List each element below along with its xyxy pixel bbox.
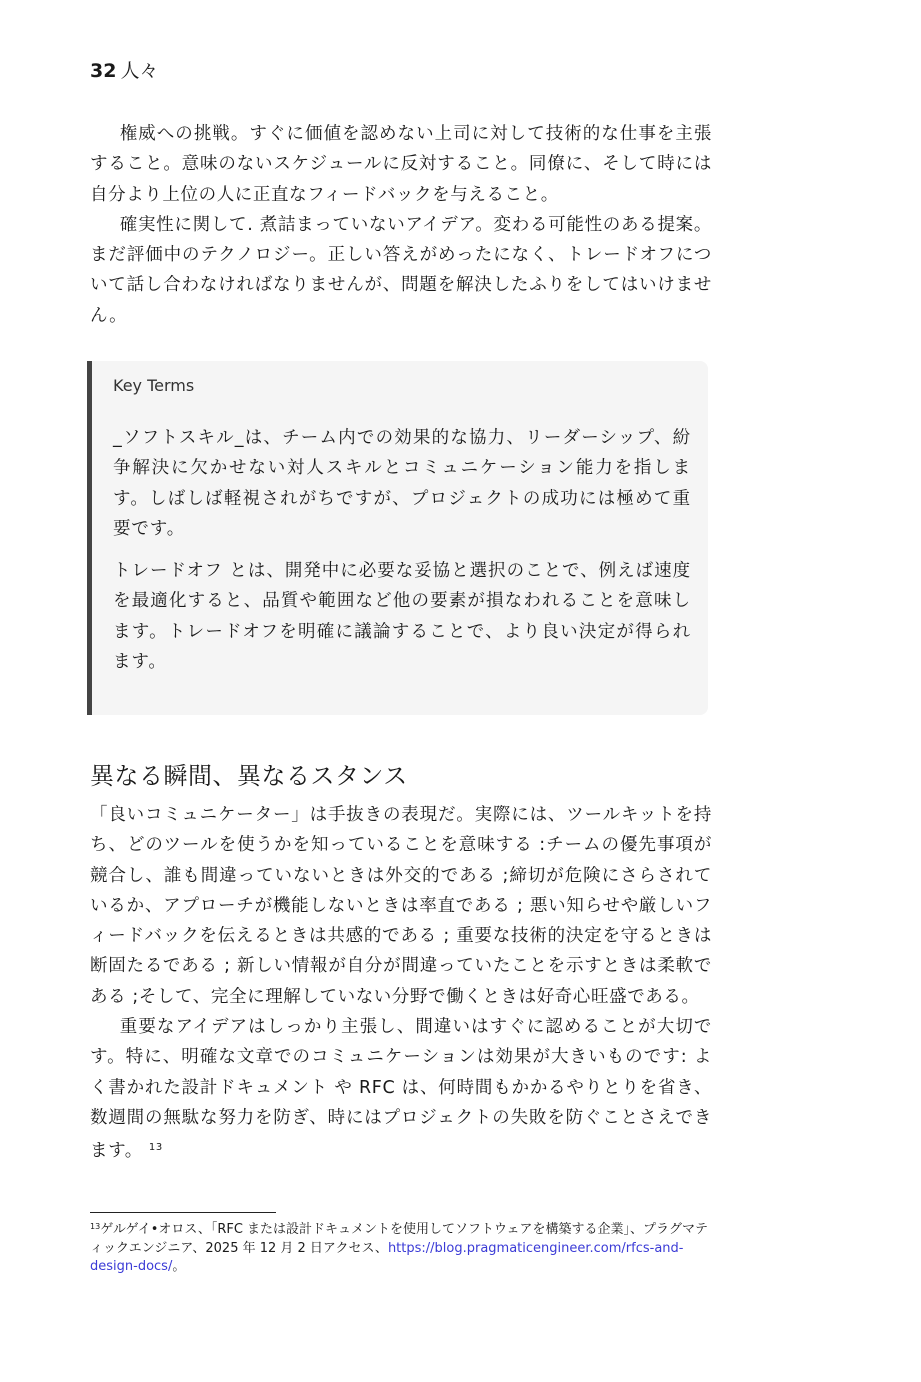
chapter-title: 人々 xyxy=(120,60,159,82)
running-header xyxy=(90,56,158,83)
section-body xyxy=(90,800,712,1167)
paragraph: 権威への挑戦。すぐに価値を認めない上司に対して技術的な仕事を主張すること。意味のないスケジュールに反対すること。同僚に、そして時には自分より上位の人に正直なフィードバックを与えること。 xyxy=(90,124,712,205)
footnote-divider xyxy=(90,1212,276,1213)
footnote-text: ゲルゲイ•オロス、「RFC または設計ドキュメントを使用してソフトウェアを構築する企業」、プラグマティックエンジニア、2025 年 12 月 2 日アクセス、 xyxy=(90,1222,709,1256)
section-heading: 異なる瞬間、異なるスタンス xyxy=(90,762,408,790)
intro-text xyxy=(90,119,712,331)
paragraph xyxy=(90,1012,712,1166)
callout-title: Key Terms xyxy=(113,376,195,395)
footnote-end: 。 xyxy=(172,1259,186,1274)
footnote-link[interactable]: https://blog.pragmaticengineer.com/rfcs-and-design-docs/ xyxy=(90,1240,684,1274)
callout-paragraph: トレードオフ とは、開発中に必要な妥協と選択のことで、例えば速度を最適化すると、品質や範囲など他の要素が損なわれることを意味します。トレードオフを明確に議論することで、より良い決定が得られます。 xyxy=(113,561,691,673)
key-terms-callout xyxy=(87,361,708,715)
page-number: 32 xyxy=(90,60,117,82)
paragraph: 確実性に関して. 煮詰まっていないアイデア。変わる可能性のある提案。まだ評価中のテクノロジー。正しい答えがめったになく、トレードオフについて話し合わなければなりませんが、問題を解決したふりをしてはいけません。 xyxy=(90,214,712,326)
callout-paragraph: _ソフトスキル_は、チーム内での効果的な協力、リーダーシップ、紛争解決に欠かせない対人スキルとコミュニケーション能力を指します。しばしば軽視されがちですが、プロジェクトの成功には極めて重要です。 xyxy=(113,428,691,539)
footnote-ref[interactable]: 13 xyxy=(148,1142,163,1154)
paragraph: 「良いコミュニケーター」は手抜きの表現だ。実際には、ツールキットを持ち、どのツールを使うかを知っていることを意味する :チームの優先事項が競合し、誰も間違っていないときは外交的である ;締切が危険にさらされているか、アプローチが機能しないときは率直である ; 悪い知らせや厳しいフィードバックを伝えるときは共感的である ; 重要な技術的決定を守るときは断固たるである ; 新しい情報が自分が間違っていたことを示すときは柔軟である ;そして、完全に理解していない分野で働くときは好奇心旺盛である。 xyxy=(90,805,712,1007)
footnote xyxy=(90,1218,712,1277)
footnote-number: 13 xyxy=(90,1222,101,1231)
paragraph-text: 重要なアイデアはしっかり主張し、間違いはすぐに認めることが大切です。特に、明確な文章でのコミュニケーションは効果が大きいものです: よく書かれた設計ドキュメント や RFC は、何時間もかかるやりとりを省き、数週間の無駄な努力を防ぎ、時にはプロジェクトの失敗を防ぐことさえできます。 xyxy=(90,1017,712,1162)
